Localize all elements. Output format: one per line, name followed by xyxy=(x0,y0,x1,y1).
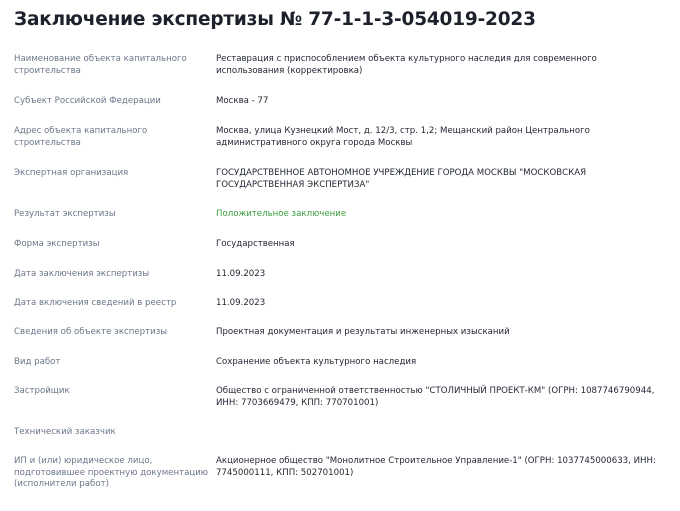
row-label: Результат экспертизы xyxy=(14,209,116,219)
row-result xyxy=(14,209,666,239)
details-list xyxy=(14,54,666,496)
row-value: Проектная документация и результаты инженерных изысканий xyxy=(216,327,510,337)
row-expert-org xyxy=(14,168,666,209)
page-title: Заключение экспертизы № 77-1-1-3-054019-2023 xyxy=(14,9,536,30)
row-object-info xyxy=(14,327,666,357)
row-value: ГОСУДАРСТВЕННОЕ АВТОНОМНОЕ УЧРЕЖДЕНИЕ ГОРОДА МОСКВЫ "МОСКОВСКАЯ ГОСУДАРСТВЕННАЯ ЭКСПЕРТИЗА" xyxy=(216,168,587,190)
row-label: Субъект Российской Федерации xyxy=(14,96,161,106)
row-value: Москва, улица Кузнецкий Мост, д. 12/3, стр. 1,2; Мещанский район Центрального административного округа города Москвы xyxy=(216,126,590,148)
row-label: Дата заключения экспертизы xyxy=(14,269,150,279)
row-label: Экспертная организация xyxy=(14,168,129,178)
row-value: Реставрация с приспособлением объекта культурного наследия для современного использования (корректировка) xyxy=(216,54,597,76)
row-label: Дата включения сведений в реестр xyxy=(14,298,177,308)
result-status: Положительное заключение xyxy=(216,209,347,219)
row-registry-date xyxy=(14,298,666,327)
row-value: Общество с ограниченной ответственностью "СТОЛИЧНЫЙ ПРОЕКТ-КМ" (ОГРН: 1087746790944, ИНН: 7703669479, КПП: 770701001) xyxy=(216,386,655,408)
row-value: 11.09.2023 xyxy=(216,298,266,308)
row-label: Застройщик xyxy=(14,386,70,396)
row-conclusion-date xyxy=(14,269,666,298)
row-label: Наименование объекта капитального строительства xyxy=(14,54,187,76)
row-region xyxy=(14,96,666,126)
row-work-type xyxy=(14,357,666,386)
row-developer xyxy=(14,386,666,427)
row-label: Адрес объекта капитального строительства xyxy=(14,126,148,148)
row-label: Вид работ xyxy=(14,357,61,367)
row-value: Государственная xyxy=(216,239,295,249)
row-technical-customer xyxy=(14,427,666,456)
row-label: Сведения об объекте экспертизы xyxy=(14,327,168,337)
row-label: Форма экспертизы xyxy=(14,239,100,249)
row-value: Сохранение объекта культурного наследия xyxy=(216,357,417,367)
row-value: Акционерное общество "Монолитное Строительное Управление-1" (ОГРН: 1037745000633, ИНН: 7745000111, КПП: 502701001) xyxy=(216,456,656,478)
row-label: Технический заказчик xyxy=(14,427,116,437)
row-value: 11.09.2023 xyxy=(216,269,266,279)
row-object-name xyxy=(14,54,666,96)
row-value: Москва - 77 xyxy=(216,96,269,106)
row-address xyxy=(14,126,666,168)
row-form xyxy=(14,239,666,269)
row-designer xyxy=(14,456,666,496)
row-label: ИП и (или) юридическое лицо, подготовившее проектную документацию (исполнители работ) xyxy=(14,456,209,489)
